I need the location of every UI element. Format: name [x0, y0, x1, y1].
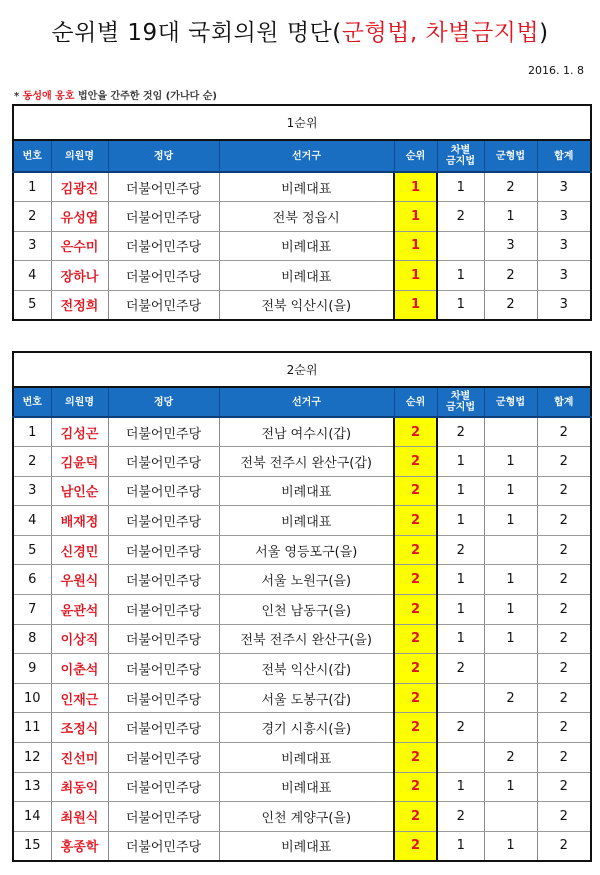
- col-header-military-law: 군형법: [484, 387, 537, 417]
- member-name: 이춘석: [51, 654, 108, 684]
- col-header-rank: 순위: [394, 140, 437, 172]
- rank-value: 2: [394, 535, 437, 565]
- col-header-antidisc-line2: 금지법: [446, 156, 475, 167]
- table-body: [13, 417, 591, 861]
- district: 비례대표: [219, 172, 394, 202]
- party-name: 더불어민주당: [108, 261, 219, 291]
- row-number: 5: [13, 290, 51, 320]
- antidiscrimination-count: 1: [437, 595, 484, 625]
- col-header-number: 번호: [13, 140, 51, 172]
- party-name: 더불어민주당: [108, 802, 219, 832]
- party-name: 더불어민주당: [108, 713, 219, 743]
- antidiscrimination-count: 1: [437, 506, 484, 536]
- antidiscrimination-count: 2: [437, 713, 484, 743]
- total-count: 2: [537, 743, 591, 773]
- rank-value: 2: [394, 713, 437, 743]
- document-title: [0, 14, 600, 47]
- total-count: 2: [537, 417, 591, 447]
- rank-value: 2: [394, 624, 437, 654]
- rank-value: 2: [394, 565, 437, 595]
- antidiscrimination-count: 1: [437, 290, 484, 320]
- title-close: ): [539, 20, 549, 46]
- military-law-count: 1: [484, 565, 537, 595]
- party-name: 더불어민주당: [108, 565, 219, 595]
- table-group-title: 1순위: [13, 105, 591, 140]
- district: 서울 영등포구(을): [219, 535, 394, 565]
- district: 인천 남동구(을): [219, 595, 394, 625]
- party-name: 더불어민주당: [108, 447, 219, 477]
- party-name: 더불어민주당: [108, 683, 219, 713]
- party-name: 더불어민주당: [108, 831, 219, 861]
- title-main: 순위별 19대 국회의원 명단(: [51, 20, 342, 46]
- row-number: 9: [13, 654, 51, 684]
- antidiscrimination-count: [437, 231, 484, 261]
- col-header-military-law: 군형법: [484, 140, 537, 172]
- antidiscrimination-count: 2: [437, 417, 484, 447]
- party-name: 더불어민주당: [108, 476, 219, 506]
- member-name: 김윤덕: [51, 447, 108, 477]
- col-header-party: 정당: [108, 387, 219, 417]
- table-row: [13, 202, 591, 232]
- member-name: 은수미: [51, 231, 108, 261]
- row-number: 3: [13, 476, 51, 506]
- party-name: 더불어민주당: [108, 624, 219, 654]
- military-law-count: 3: [484, 231, 537, 261]
- table-row: [13, 231, 591, 261]
- total-count: 2: [537, 506, 591, 536]
- rank-value: 1: [394, 202, 437, 232]
- table-row: [13, 535, 591, 565]
- antidiscrimination-count: 1: [437, 172, 484, 202]
- member-name: 진선미: [51, 743, 108, 773]
- table-row: [13, 743, 591, 773]
- document-date: 2016. 1. 8: [528, 64, 584, 77]
- row-number: 4: [13, 506, 51, 536]
- table-body: [13, 172, 591, 320]
- table-group-title: 2순위: [13, 352, 591, 387]
- member-name: 신경민: [51, 535, 108, 565]
- total-count: 2: [537, 447, 591, 477]
- total-count: 2: [537, 683, 591, 713]
- military-law-count: [484, 654, 537, 684]
- party-name: 더불어민주당: [108, 772, 219, 802]
- party-name: 더불어민주당: [108, 417, 219, 447]
- rank-value: 2: [394, 683, 437, 713]
- district: 전북 익산시(갑): [219, 654, 394, 684]
- military-law-count: [484, 802, 537, 832]
- col-header-total: 합계: [537, 387, 591, 417]
- military-law-count: [484, 417, 537, 447]
- district: 비례대표: [219, 476, 394, 506]
- rank-1-table: [12, 104, 592, 321]
- table-row: [13, 476, 591, 506]
- antidiscrimination-count: [437, 683, 484, 713]
- table-row: [13, 417, 591, 447]
- total-count: 2: [537, 535, 591, 565]
- total-count: 2: [537, 595, 591, 625]
- member-name: 유성엽: [51, 202, 108, 232]
- rank-value: 2: [394, 743, 437, 773]
- total-count: 3: [537, 261, 591, 291]
- military-law-count: 2: [484, 261, 537, 291]
- table-row: [13, 831, 591, 861]
- table-row: [13, 172, 591, 202]
- antidiscrimination-count: [437, 743, 484, 773]
- table-row: [13, 624, 591, 654]
- footnote: [14, 87, 217, 102]
- note-text: 법안을 간주한 것임 (가나다 순): [74, 91, 217, 102]
- member-name: 우원식: [51, 565, 108, 595]
- member-name: 최원식: [51, 802, 108, 832]
- table-row: [13, 772, 591, 802]
- col-header-party: 정당: [108, 140, 219, 172]
- military-law-count: 1: [484, 447, 537, 477]
- party-name: 더불어민주당: [108, 743, 219, 773]
- table-row: [13, 595, 591, 625]
- party-name: 더불어민주당: [108, 231, 219, 261]
- member-name: 이상직: [51, 624, 108, 654]
- district: 비례대표: [219, 743, 394, 773]
- antidiscrimination-count: 1: [437, 831, 484, 861]
- military-law-count: 1: [484, 772, 537, 802]
- member-name: 최동익: [51, 772, 108, 802]
- district: 서울 도봉구(갑): [219, 683, 394, 713]
- military-law-count: 2: [484, 743, 537, 773]
- party-name: 더불어민주당: [108, 595, 219, 625]
- member-name: 윤관석: [51, 595, 108, 625]
- military-law-count: 1: [484, 476, 537, 506]
- member-name: 홍종학: [51, 831, 108, 861]
- party-name: 더불어민주당: [108, 290, 219, 320]
- row-number: 2: [13, 447, 51, 477]
- col-header-name: 의원명: [51, 387, 108, 417]
- note-marker: *: [14, 91, 20, 102]
- row-number: 11: [13, 713, 51, 743]
- military-law-count: 1: [484, 624, 537, 654]
- antidiscrimination-count: 2: [437, 202, 484, 232]
- military-law-count: 2: [484, 290, 537, 320]
- note-highlight: 동성애 옹호: [22, 91, 75, 102]
- row-number: 1: [13, 172, 51, 202]
- antidiscrimination-count: 1: [437, 261, 484, 291]
- row-number: 15: [13, 831, 51, 861]
- rank-2-table: [12, 351, 592, 862]
- total-count: 2: [537, 802, 591, 832]
- total-count: 3: [537, 172, 591, 202]
- row-number: 4: [13, 261, 51, 291]
- district: 전북 익산시(을): [219, 290, 394, 320]
- row-number: 13: [13, 772, 51, 802]
- district: 전북 전주시 완산구(을): [219, 624, 394, 654]
- total-count: 3: [537, 290, 591, 320]
- military-law-count: 1: [484, 506, 537, 536]
- antidiscrimination-count: 2: [437, 802, 484, 832]
- rank-value: 2: [394, 417, 437, 447]
- row-number: 14: [13, 802, 51, 832]
- rank-value: 1: [394, 290, 437, 320]
- member-name: 김성곤: [51, 417, 108, 447]
- col-header-antidisc-line1: 차별: [450, 391, 471, 402]
- military-law-count: 1: [484, 595, 537, 625]
- total-count: 2: [537, 772, 591, 802]
- rank-value: 1: [394, 231, 437, 261]
- row-number: 1: [13, 417, 51, 447]
- member-name: 전정희: [51, 290, 108, 320]
- rank-value: 2: [394, 654, 437, 684]
- rank-value: 2: [394, 595, 437, 625]
- col-header-name: 의원명: [51, 140, 108, 172]
- table-row: [13, 683, 591, 713]
- district: 비례대표: [219, 772, 394, 802]
- antidiscrimination-count: 2: [437, 654, 484, 684]
- row-number: 2: [13, 202, 51, 232]
- table-row: [13, 713, 591, 743]
- total-count: 2: [537, 654, 591, 684]
- antidiscrimination-count: 1: [437, 772, 484, 802]
- row-number: 5: [13, 535, 51, 565]
- member-name: 조정식: [51, 713, 108, 743]
- table-row: [13, 447, 591, 477]
- military-law-count: 1: [484, 202, 537, 232]
- district: 서울 노원구(을): [219, 565, 394, 595]
- member-name: 인재근: [51, 683, 108, 713]
- col-header-antidiscrimination: [437, 387, 484, 417]
- row-number: 3: [13, 231, 51, 261]
- rank-value: 2: [394, 506, 437, 536]
- antidiscrimination-count: 1: [437, 476, 484, 506]
- member-name: 배재정: [51, 506, 108, 536]
- total-count: 2: [537, 565, 591, 595]
- row-number: 7: [13, 595, 51, 625]
- total-count: 2: [537, 831, 591, 861]
- party-name: 더불어민주당: [108, 202, 219, 232]
- col-header-rank: 순위: [394, 387, 437, 417]
- rank-value: 2: [394, 772, 437, 802]
- row-number: 6: [13, 565, 51, 595]
- table-row: [13, 565, 591, 595]
- total-count: 2: [537, 476, 591, 506]
- antidiscrimination-count: 1: [437, 624, 484, 654]
- rank-value: 2: [394, 802, 437, 832]
- total-count: 2: [537, 624, 591, 654]
- rank-value: 1: [394, 172, 437, 202]
- col-header-antidiscrimination: [437, 140, 484, 172]
- district: 비례대표: [219, 231, 394, 261]
- district: 인천 계양구(을): [219, 802, 394, 832]
- member-name: 장하나: [51, 261, 108, 291]
- col-header-total: 합계: [537, 140, 591, 172]
- col-header-district: 선거구: [219, 387, 394, 417]
- party-name: 더불어민주당: [108, 535, 219, 565]
- rank-value: 1: [394, 261, 437, 291]
- district: 전북 정읍시: [219, 202, 394, 232]
- member-name: 남인순: [51, 476, 108, 506]
- member-name: 김광진: [51, 172, 108, 202]
- party-name: 더불어민주당: [108, 506, 219, 536]
- row-number: 8: [13, 624, 51, 654]
- col-header-antidisc-line2: 금지법: [446, 402, 475, 413]
- rank-value: 2: [394, 831, 437, 861]
- total-count: 2: [537, 713, 591, 743]
- table-row: [13, 802, 591, 832]
- antidiscrimination-count: 1: [437, 565, 484, 595]
- antidiscrimination-count: 1: [437, 447, 484, 477]
- rank-value: 2: [394, 447, 437, 477]
- district: 비례대표: [219, 261, 394, 291]
- party-name: 더불어민주당: [108, 172, 219, 202]
- military-law-count: [484, 535, 537, 565]
- rank-value: 2: [394, 476, 437, 506]
- district: 비례대표: [219, 831, 394, 861]
- col-header-district: 선거구: [219, 140, 394, 172]
- military-law-count: 2: [484, 172, 537, 202]
- district: 비례대표: [219, 506, 394, 536]
- total-count: 3: [537, 202, 591, 232]
- military-law-count: 2: [484, 683, 537, 713]
- col-header-antidisc-line1: 차별: [450, 145, 471, 156]
- table-row: [13, 290, 591, 320]
- total-count: 3: [537, 231, 591, 261]
- district: 전북 전주시 완산구(갑): [219, 447, 394, 477]
- antidiscrimination-count: 2: [437, 535, 484, 565]
- table-row: [13, 261, 591, 291]
- district: 경기 시흥시(을): [219, 713, 394, 743]
- row-number: 10: [13, 683, 51, 713]
- military-law-count: 1: [484, 831, 537, 861]
- table-row: [13, 654, 591, 684]
- party-name: 더불어민주당: [108, 654, 219, 684]
- table-row: [13, 506, 591, 536]
- col-header-number: 번호: [13, 387, 51, 417]
- military-law-count: [484, 713, 537, 743]
- district: 전남 여수시(갑): [219, 417, 394, 447]
- row-number: 12: [13, 743, 51, 773]
- title-highlight: 군형법, 차별금지법: [341, 20, 540, 46]
